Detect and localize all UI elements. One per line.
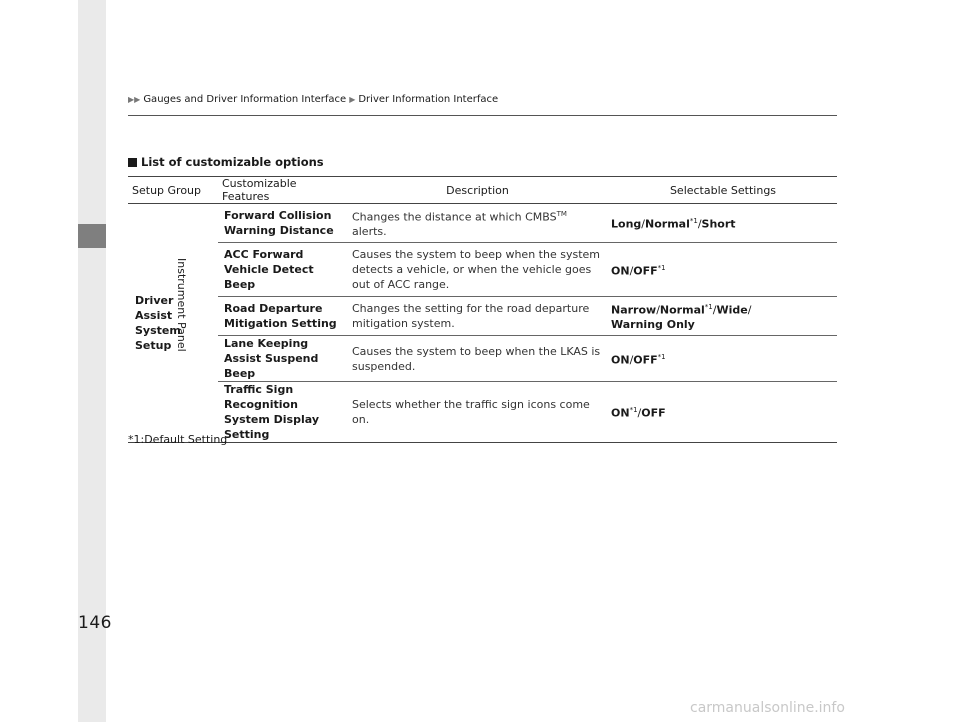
table-header-row <box>128 177 837 204</box>
settings-cell: ON$^{*1}$/OFF <box>605 382 837 443</box>
chapter-label-text: Instrument Panel <box>175 258 188 352</box>
header-description: Description <box>346 177 605 204</box>
settings-cell: Long/Normal$^{*1}$/Short <box>605 204 837 243</box>
table-row <box>128 336 837 382</box>
section-title-text: List of customizable options <box>141 155 324 169</box>
settings-cell: ON/OFF$^{*1}$ <box>605 243 837 297</box>
breadcrumb <box>128 94 498 105</box>
description-cell: Changes the distance at which CMBS™ alerts. <box>346 204 605 243</box>
feature-cell: Road Departure Mitigation Setting <box>218 297 346 336</box>
feature-cell: ACC Forward Vehicle Detect Beep <box>218 243 346 297</box>
section-title <box>128 155 324 169</box>
description-cell: Selects whether the traffic sign icons come on. <box>346 382 605 443</box>
setup-group-cell <box>128 204 218 443</box>
footnote: *1:Default Setting <box>128 433 228 446</box>
table-row <box>128 243 837 297</box>
square-bullet-icon <box>128 158 137 167</box>
settings-cell: ON/OFF$^{*1}$ <box>605 336 837 382</box>
header-customizable-features: Customizable Features <box>218 177 346 204</box>
watermark-text: carmanualsonline.info <box>690 700 845 716</box>
breadcrumb-item-2: Driver Information Interface <box>358 94 499 105</box>
table-row <box>128 382 837 443</box>
settings-cell: Narrow/Normal$^{*1}$/Wide/ Warning Only <box>605 297 837 336</box>
breadcrumb-arrow-icon: ▶▶ <box>128 95 141 104</box>
customizable-options-table <box>128 176 837 443</box>
table-row <box>128 204 837 243</box>
table-row <box>128 297 837 336</box>
header-selectable-settings: Selectable Settings <box>605 177 837 204</box>
description-cell: Causes the system to beep when the LKAS is suspended. <box>346 336 605 382</box>
breadcrumb-item-1: Gauges and Driver Information Interface <box>143 94 347 105</box>
feature-cell: Traffic Sign Recognition System Display Setting <box>218 382 346 443</box>
breadcrumb-arrow-icon: ▶ <box>349 95 356 104</box>
header-rule <box>128 115 837 116</box>
page-number: 146 <box>78 613 112 633</box>
header-setup-group: Setup Group <box>128 177 218 204</box>
setup-group-text: Driver Assist System Setup <box>135 294 181 352</box>
description-cell: Changes the setting for the road departure mitigation system. <box>346 297 605 336</box>
feature-cell: Lane Keeping Assist Suspend Beep <box>218 336 346 382</box>
description-cell: Causes the system to beep when the system detects a vehicle, or when the vehicle goes out of ACC range. <box>346 243 605 297</box>
feature-cell: Forward Collision Warning Distance <box>218 204 346 243</box>
